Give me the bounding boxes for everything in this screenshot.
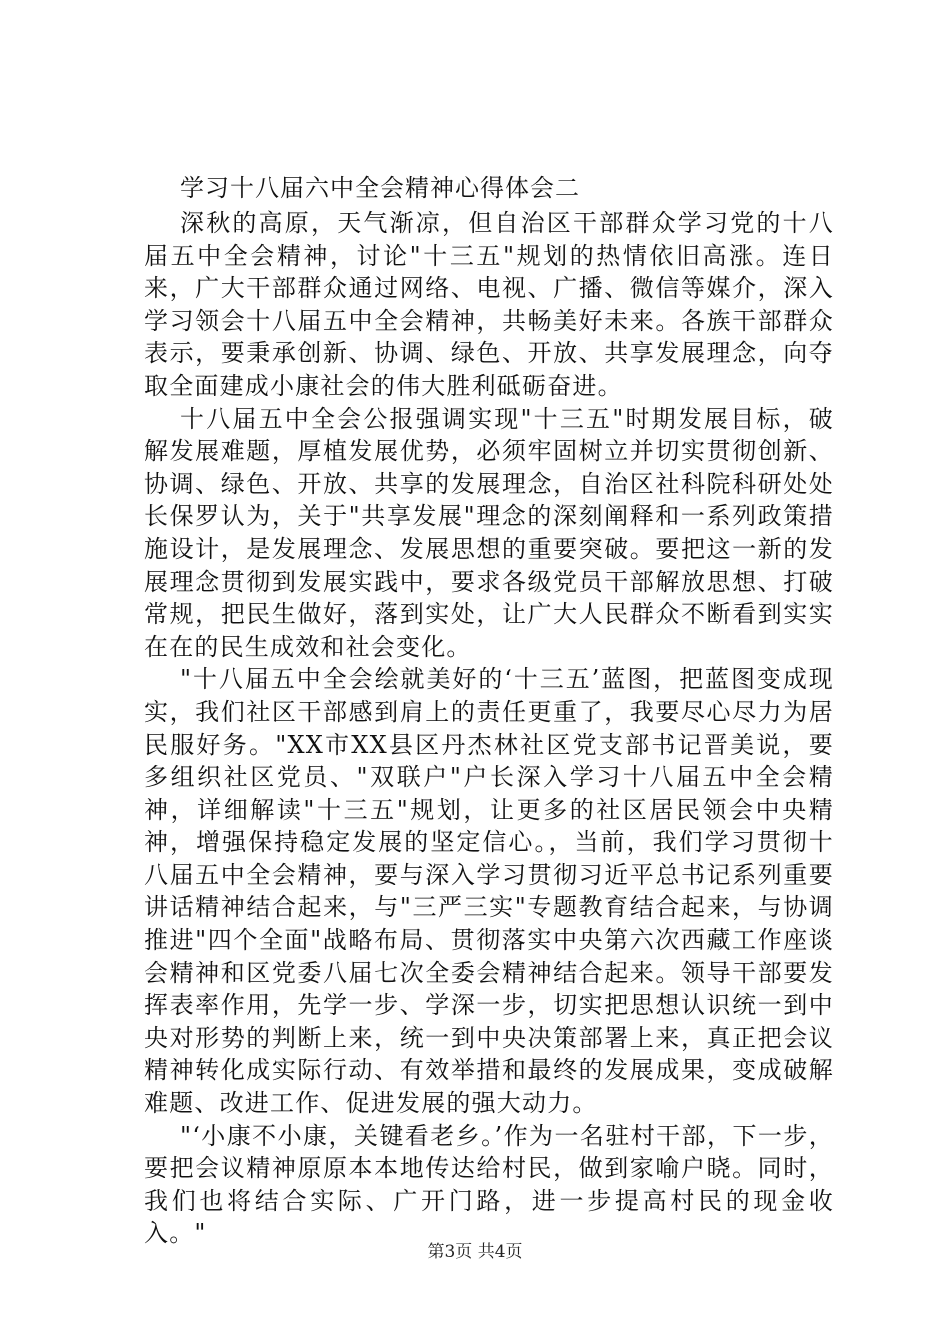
paragraph-3: "十八届五中全会绘就美好的‘十三五’蓝图，把蓝图变成现实，我们社区干部感到肩上的责任更重了，我要尽心尽力为居民服好务。"XX市XX县区丹杰林社区党支部书记晋美说，要多组织社区党员、"双联户"户长深入学习十八届五中全会精神，详细解读"十三五"规划，让更多的社区居民领会中央精神，增强保持稳定发展的坚定信心。，当前，我们学习贯彻十八届五中全会精神，要与深入学习贯彻习近平总书记系列重要讲话精神结合起来，与"三严三实"专题教育结合起来，与协调推进"四个全面"战略布局、贯彻落实中央第六次西藏工作座谈会精神和区党委八届七次全委会精神结合起来。领导干部要发挥表率作用，先学一步、学深一步，切实把思想认识统一到中央对形势的判断上来，统一到中央决策部署上来，真正把会议精神转化成实际行动、有效举措和最终的发展成果，变成破解难题、改进工作、促进发展的强大动力。 — [144, 665, 834, 1118]
document-body — [144, 172, 834, 1250]
paragraph-4: "‘小康不小康，关键看老乡。’作为一名驻村干部，下一步，要把会议精神原原本本地传达给村民，做到家喻户晓。同时，我们也将结合实际、广开门路，进一步提高村民的现金收入。" — [144, 1121, 834, 1248]
document-title: 学习十八届六中全会精神心得体会二 — [180, 174, 580, 202]
page-number-footer: 第3页 共4页 — [427, 1242, 523, 1262]
paragraph-1: 深秋的高原，天气渐凉，但自治区干部群众学习党的十八届五中全会精神，讨论"十三五"规划的热情依旧高涨。连日来，广大干部群众通过网络、电视、广播、微信等媒介，深入学习领会十八届五中全会精神，共畅美好未来。各族干部群众表示，要秉承创新、协调、绿色、开放、共享发展理念，向夺取全面建成小康社会的伟大胜利砥砺奋进。 — [144, 209, 834, 400]
paragraph-2: 十八届五中全会公报强调实现"十三五"时期发展目标，破解发展难题，厚植发展优势，必须牢固树立并切实贯彻创新、协调、绿色、开放、共享的发展理念，自治区社科院科研处处长保罗认为，关于"共享发展"理念的深刻阐释和一系列政策措施设计，是发展理念、发展思想的重要突破。要把这一新的发展理念贯彻到发展实践中，要求各级党员干部解放思想、打破常规，把民生做好，落到实处，让广大人民群众不断看到实实在在的民生成效和社会变化。 — [144, 404, 834, 661]
